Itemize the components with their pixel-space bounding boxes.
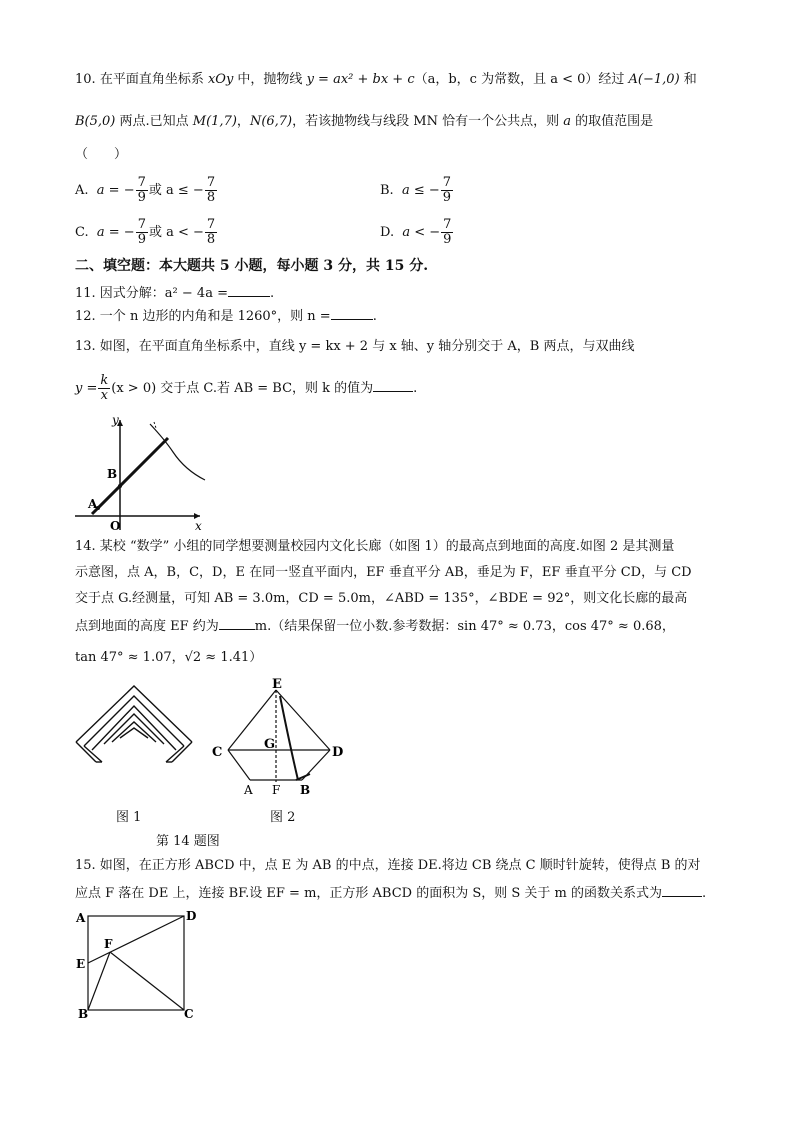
q13-label-x: x — [195, 519, 202, 533]
q14-answer-blank[interactable] — [219, 615, 255, 630]
q13-hyperbola — [150, 424, 205, 480]
q13-label-y: y — [112, 413, 119, 427]
q14-line-1: 14. 某校 “数学” 小组的同学想要测量校园内文化长廊（如图 1）的最高点到地面的高度.如图 2 是其测量 — [75, 539, 675, 554]
q13-answer-blank[interactable] — [373, 377, 413, 392]
q14-caption-fig1: 图 1 — [116, 810, 142, 825]
q10-line-1: 10. 在平面直角坐标系 xOy 中，抛物线 y = ax² + bx + c（a，b，c 为常数，且 a < 0）经过 A(−1,0) 和 — [75, 72, 697, 87]
q14-label-e: E — [272, 677, 282, 692]
section-2-title: 二、填空题：本大题共 5 小题，每小题 3 分，共 15 分. — [75, 258, 429, 274]
q10-option-b: B. a ≤ − $\frac{7}{9}$ — [380, 175, 452, 205]
q15-label-c: C — [184, 1007, 194, 1021]
q15-line-2: 应点 F 落在 DE 上，连接 BF.设 EF = m，正方形 ABCD 的面积为 S，则 S 关于 m 的函数关系式为 . — [75, 882, 706, 904]
q14-figure-1 — [72, 682, 212, 772]
q14-line-ca — [228, 750, 250, 780]
q14-caption-fig2: 图 2 — [270, 810, 296, 825]
q13-line-y-kx-2 — [92, 438, 168, 514]
q14-label-f: F — [272, 783, 281, 797]
q14-pole-stroke — [280, 696, 298, 780]
q10-option-c: C. a = − $\frac{7}{9}$ 或 a < − $\frac{7}{8}$ — [75, 217, 216, 247]
q14-label-g: G — [264, 737, 276, 752]
q14-line-2: 示意图，点 A，B，C，D，E 在同一竖直平面内，EF 垂直平分 AB，垂足为 F，EF 垂直平分 CD，与 CD — [75, 565, 692, 580]
q13-line-1: 13. 如图，在平面直角坐标系中，直线 y = kx + 2 与 x 轴、y 轴分别交于 A，B 两点，与双曲线 — [75, 339, 635, 354]
q14-line-5: tan 47° ≈ 1.07，√2 ≈ 1.41） — [75, 650, 263, 665]
q10-answer-paren: （ ） — [75, 147, 128, 162]
q13-figure — [70, 412, 210, 532]
q14-figure-2 — [212, 676, 352, 806]
q11-line: 11. 因式分解：a² − 4a = . — [75, 282, 274, 304]
q14-label-c: C — [212, 745, 223, 760]
q14-line-3: 交于点 G.经测量，可知 AB = 3.0m，CD = 5.0m，∠ABD = 135°，∠BDE = 92°，则文化长廊的最高 — [75, 591, 688, 606]
q14-label-b: B — [300, 783, 311, 797]
q14-caption-main: 第 14 题图 — [156, 834, 220, 849]
q13-tick — [154, 422, 156, 428]
q10-option-a: A. a = − $\frac{7}{9}$ 或 a ≤ − $\frac{7}{8}$ — [75, 175, 216, 205]
q11-answer-blank[interactable] — [228, 282, 270, 297]
q15-label-d: D — [186, 909, 197, 923]
q15-line-fc — [110, 952, 184, 1010]
q15-line-bf — [88, 952, 110, 1010]
q12-answer-blank[interactable] — [331, 305, 373, 320]
q10-option-d: D. a < − $\frac{7}{9}$ — [380, 217, 452, 247]
q13-label-a: A — [88, 497, 98, 511]
q10-line-2: B(5,0) 两点.已知点 M(1,7)，N(6,7)，若该抛物线与线段 MN 恰有一个公共点，则 a 的取值范围是 — [75, 114, 654, 129]
q13-label-o: O — [110, 519, 121, 533]
q14-line-4: 点到地面的高度 EF 约为 m.（结果保留一位小数.参考数据：sin 47° ≈ 0.73，cos 47° ≈ 0.68， — [75, 615, 675, 637]
q12-line: 12. 一个 n 边形的内角和是 1260°，则 n = . — [75, 305, 377, 327]
q15-label-e: E — [76, 957, 86, 971]
q15-square-abcd — [88, 916, 184, 1010]
q15-label-f: F — [104, 937, 113, 951]
q15-answer-blank[interactable] — [662, 882, 702, 897]
q13-point-b — [118, 484, 122, 488]
q14-label-d: D — [332, 745, 344, 760]
q13-line-2: y = $\frac{k}{x}$ (x > 0) 交于点 C.若 AB = BC，则 k 的值为 . — [75, 373, 418, 403]
q15-label-a: A — [76, 911, 86, 925]
q15-line-1: 15. 如图，在正方形 ABCD 中，点 E 为 AB 的中点，连接 DE.将边 CB 绕点 C 顺时针旋转，使得点 B 的对 — [75, 858, 701, 873]
q15-figure — [74, 908, 204, 1024]
q15-label-b: B — [78, 1007, 89, 1021]
q14-label-a: A — [244, 783, 253, 797]
q15-line-de — [88, 916, 184, 963]
q13-label-b: B — [107, 467, 118, 481]
